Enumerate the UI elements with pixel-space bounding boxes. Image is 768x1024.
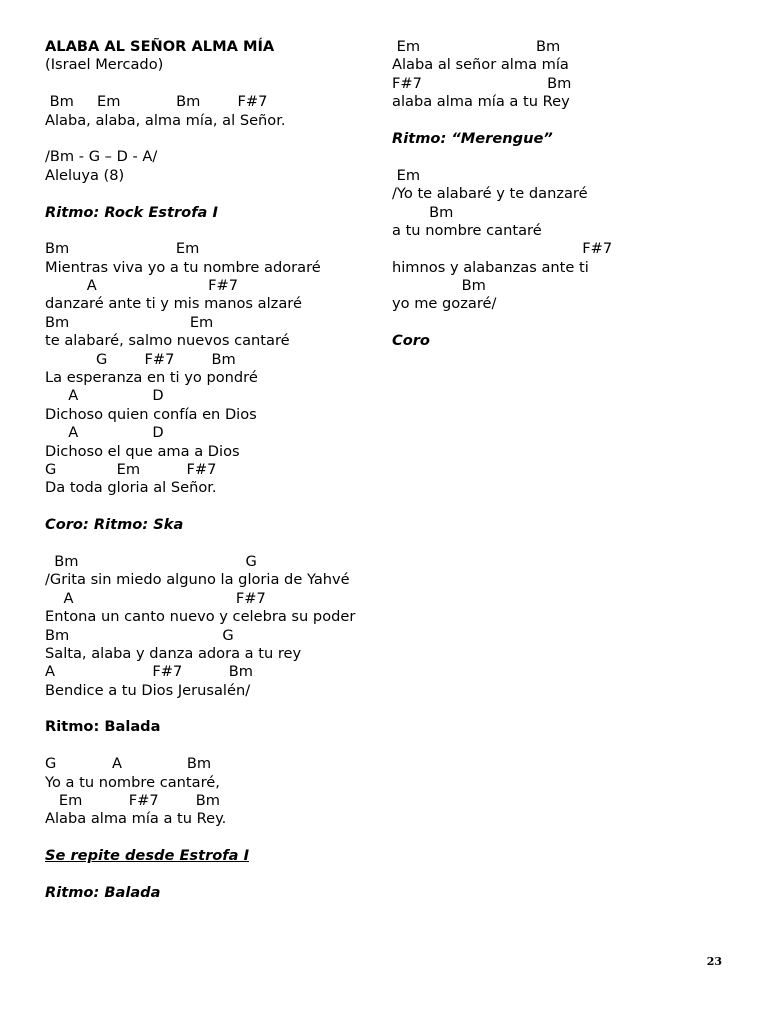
left-line-39: G A Bm bbox=[45, 755, 212, 773]
right-line-6 bbox=[392, 148, 732, 166]
left-line-2 bbox=[45, 75, 385, 93]
left-line-3: Bm Em Bm F#7 bbox=[45, 93, 268, 111]
left-line-0: ALABA AL SEÑOR ALMA MÍA bbox=[45, 38, 275, 55]
left-line-16: te alabaré, salmo nuevos cantaré bbox=[45, 332, 290, 350]
left-line-30: A F#7 bbox=[45, 589, 266, 607]
left-line-24: Da toda gloria al Señor. bbox=[45, 479, 217, 497]
left-line-46: Ritmo: Balada bbox=[45, 883, 161, 901]
left-line-31: Entona un canto nuevo y celebra su poder bbox=[45, 608, 356, 626]
left-line-45 bbox=[45, 866, 385, 884]
left-line-18: La esperanza en ti yo pondré bbox=[45, 369, 258, 387]
right-line-0: Em Bm bbox=[392, 38, 561, 55]
right-line-2: F#7 Bm bbox=[392, 74, 572, 92]
left-line-22: Dichoso el que ama a Dios bbox=[45, 442, 240, 460]
right-line-16: Coro bbox=[392, 332, 430, 350]
left-line-12: Mientras viva yo a tu nombre adoraré bbox=[45, 258, 321, 276]
left-line-25 bbox=[45, 498, 385, 516]
right-line-5: Ritmo: “Merengue” bbox=[392, 129, 553, 147]
left-line-26: Coro: Ritmo: Ska bbox=[45, 516, 184, 534]
left-line-38 bbox=[45, 737, 385, 755]
left-line-33: Salta, alaba y danza adora a tu rey bbox=[45, 644, 302, 662]
right-line-12: himnos y alabanzas ante ti bbox=[392, 258, 589, 276]
right-line-9: Bm bbox=[392, 203, 454, 221]
right-line-4 bbox=[392, 112, 732, 130]
left-line-37: Ritmo: Balada bbox=[45, 718, 161, 736]
right-line-8: /Yo te alabaré y te danzaré bbox=[392, 185, 588, 203]
left-line-21: A D bbox=[45, 424, 164, 442]
left-line-43 bbox=[45, 829, 385, 847]
left-line-32: Bm G bbox=[45, 626, 234, 644]
right-line-14: yo me gozaré/ bbox=[392, 295, 497, 313]
left-line-42: Alaba alma mía a tu Rey. bbox=[45, 810, 227, 828]
left-line-44: Se repite desde Estrofa I bbox=[45, 847, 250, 865]
left-line-34: A F#7 Bm bbox=[45, 663, 253, 681]
right-line-1: Alaba al señor alma mía bbox=[392, 56, 569, 74]
left-line-4: Alaba, alaba, alma mía, al Señor. bbox=[45, 111, 286, 129]
left-line-9: Ritmo: Rock Estrofa I bbox=[45, 203, 218, 221]
page-number: 23 bbox=[706, 955, 722, 968]
right-line-11: F#7 bbox=[392, 240, 613, 258]
left-line-10 bbox=[45, 222, 385, 240]
left-line-15: Bm Em bbox=[45, 313, 214, 331]
left-line-5 bbox=[45, 130, 385, 148]
right-line-3: alaba alma mía a tu Rey bbox=[392, 93, 570, 111]
left-line-14: danzaré ante ti y mis manos alzaré bbox=[45, 295, 302, 313]
left-line-23: G Em F#7 bbox=[45, 460, 217, 478]
left-line-40: Yo a tu nombre cantaré, bbox=[45, 773, 220, 791]
right-line-7: Em bbox=[392, 166, 421, 184]
left-line-41: Em F#7 Bm bbox=[45, 792, 220, 810]
right-line-10: a tu nombre cantaré bbox=[392, 221, 542, 239]
left-line-35: Bendice a tu Dios Jerusalén/ bbox=[45, 681, 251, 699]
left-line-11: Bm Em bbox=[45, 240, 200, 258]
left-column bbox=[45, 38, 385, 902]
right-column bbox=[392, 38, 732, 351]
right-line-13: Bm bbox=[392, 277, 486, 295]
left-line-6: /Bm - G – D - A/ bbox=[45, 148, 158, 166]
left-line-27 bbox=[45, 535, 385, 553]
left-line-20: Dichoso quien confía en Dios bbox=[45, 405, 257, 423]
left-line-19: A D bbox=[45, 387, 164, 405]
right-line-15 bbox=[392, 314, 732, 332]
left-line-13: A F#7 bbox=[45, 277, 238, 295]
left-line-36 bbox=[45, 700, 385, 718]
left-line-1: (Israel Mercado) bbox=[45, 56, 164, 74]
left-line-29: /Grita sin miedo alguno la gloria de Yahvé bbox=[45, 571, 350, 589]
left-line-7: Aleluya (8) bbox=[45, 166, 125, 184]
left-line-28: Bm G bbox=[45, 552, 257, 570]
left-line-8 bbox=[45, 185, 385, 203]
left-line-17: G F#7 Bm bbox=[45, 350, 236, 368]
